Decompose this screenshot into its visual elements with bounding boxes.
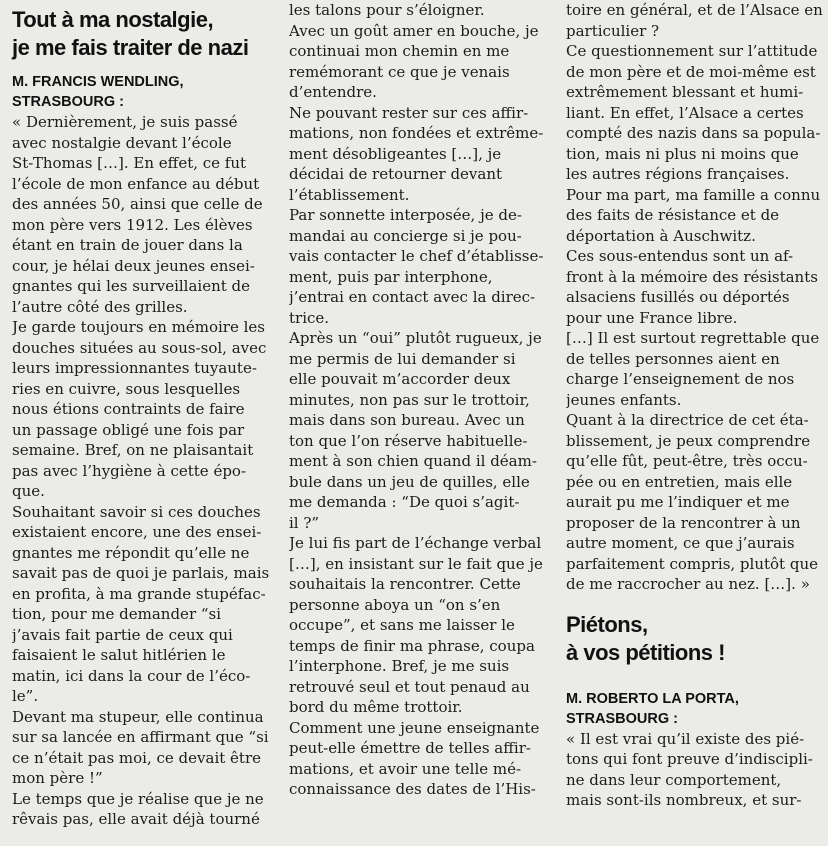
text-line: compté des nazis dans sa popula- — [566, 124, 821, 142]
article-author — [12, 72, 270, 112]
text-line: occupe”, et sans me laisser le — [289, 616, 515, 634]
text-line: Ne pouvant rester sur ces affir- — [289, 103, 529, 122]
column-1 — [12, 0, 270, 830]
text-line: déportation à Auschwitz. — [566, 226, 756, 245]
text-line: toire en général, et de l’Alsace en — [566, 1, 823, 19]
text-line: de mon père et de moi-même est — [566, 62, 816, 81]
text-line: Je lui fis part de l’échange verbal — [289, 534, 542, 552]
text-line: pée ou en entretien, mais elle — [566, 472, 793, 491]
text-line: mon père !” — [12, 769, 103, 787]
text-line: ne dans leur comportement, — [566, 770, 782, 789]
text-line: nous étions contraints de faire — [12, 400, 245, 418]
text-line: rêvais pas, elle avait déjà tourné — [12, 810, 260, 828]
text-line: temps de finir ma phrase, coupa — [289, 636, 535, 655]
text-line: mations, non fondées et extrême- — [289, 124, 544, 142]
text-line: cour, je hélai deux jeunes ensei- — [12, 256, 255, 275]
text-line: proposer de la rencontrer à un — [566, 513, 801, 532]
text-line: front à la mémoire des résistants — [566, 267, 818, 286]
text-line: faisaient le salut hitlérien le — [12, 646, 226, 664]
text-line: aurait pu me l’indiquer et me — [566, 493, 790, 511]
text-line: le”. — [12, 687, 39, 705]
text-line: de telles personnes aient en — [566, 349, 780, 368]
author-line: STRASBOURG : — [566, 710, 678, 727]
text-line: Je garde toujours en mémoire les — [12, 318, 265, 336]
text-line: « Il est vrai qu’il existe des pié- — [566, 729, 805, 748]
text-line: bord du même trottoir. — [289, 698, 463, 716]
article-body-part-1 — [12, 112, 270, 830]
text-line: extrêmement blessant et humi- — [566, 83, 804, 101]
text-line: existaient encore, une des ensei- — [12, 523, 262, 541]
text-line: trice. — [289, 308, 330, 327]
text-line: ment désobligeantes […], je — [289, 144, 502, 163]
text-line: peut-elle émettre de telles affir- — [289, 739, 531, 757]
text-line: Ces sous-entendus sont un af- — [566, 247, 794, 265]
second-article-title — [566, 611, 826, 669]
text-line: avec nostalgie devant l’école — [12, 133, 232, 152]
text-line: gnantes qui les surveillaient de — [12, 277, 251, 295]
text-line: continuai mon chemin en me — [289, 42, 510, 60]
text-line: me permis de lui demander si — [289, 349, 516, 368]
text-line: ce n’était pas moi, ce devait être — [12, 748, 262, 767]
text-line: décidai de retourner devant — [289, 165, 503, 183]
text-line: l’interphone. Bref, je me suis — [289, 657, 510, 675]
text-line: St-Thomas […]. En effet, ce fut — [12, 154, 247, 172]
text-line: Pour ma part, ma famille a connu — [566, 185, 821, 204]
text-line: l’école de mon enfance au début — [12, 174, 260, 193]
text-line: l’autre côté des grilles. — [12, 297, 188, 316]
text-line: d’entendre. — [289, 83, 377, 101]
text-line: les talons pour s’éloigner. — [289, 1, 485, 19]
column-2 — [289, 0, 551, 800]
text-line: ton que l’on réserve habituelle- — [289, 431, 528, 450]
text-line: pas avec l’hygiène à cette épo- — [12, 461, 247, 480]
text-line: étant en train de jouer dans la — [12, 236, 243, 254]
second-article-body — [566, 729, 826, 811]
author-line: M. FRANCIS WENDLING, — [12, 74, 184, 90]
text-line: Devant ma stupeur, elle continua — [12, 707, 264, 726]
text-line: liant. En effet, l’Alsace a certes — [566, 103, 804, 122]
text-line: il ?” — [289, 513, 320, 532]
second-article-author — [566, 689, 826, 729]
text-line: j’avais fait partie de ceux qui — [12, 625, 233, 644]
text-line: qu’elle fût, peut-être, très occu- — [566, 452, 808, 470]
text-line: pour une France libre. — [566, 308, 738, 327]
text-line: bule dans un jeu de quilles, elle — [289, 472, 530, 491]
text-line: leurs impressionnantes tuyaute- — [12, 359, 257, 377]
text-line: semaine. Bref, on ne plaisantait — [12, 441, 254, 459]
text-line: mais sont-ils nombreux, et sur- — [566, 791, 802, 809]
text-line: Comment une jeune enseignante — [289, 718, 540, 737]
text-line: charge l’enseignement de nos — [566, 370, 795, 388]
text-line: tion, pour me demander “si — [12, 605, 222, 623]
text-line: minutes, non pas sur le trottoir, — [289, 390, 530, 409]
article-title — [12, 0, 270, 64]
text-line: mandai au concierge si je pou- — [289, 226, 522, 245]
text-line: alsaciens fusillés ou déportés — [566, 288, 790, 306]
text-line: des faits de résistance et de — [566, 206, 780, 224]
title-line: à vos pétitions ! — [566, 639, 725, 665]
text-line: souhaitais la rencontrer. Cette — [289, 575, 521, 593]
text-line: Par sonnette interposée, je de- — [289, 206, 522, 224]
text-line: particulier ? — [566, 21, 660, 40]
text-line: blissement, je peux comprendre — [566, 431, 811, 450]
article-body-part-3 — [566, 0, 826, 595]
text-line: retrouvé seul et tout penaud au — [289, 677, 530, 696]
text-line: j’entrai en contact avec la direc- — [289, 288, 536, 306]
text-line: parfaitement compris, plutôt que — [566, 554, 818, 573]
text-line: jeunes enfants. — [566, 390, 682, 409]
text-line: que. — [12, 482, 45, 500]
title-line: Tout à ma nostalgie, — [12, 7, 214, 32]
text-line: l’établissement. — [289, 185, 410, 204]
text-line: vais contacter le chef d’établisse- — [289, 247, 544, 265]
text-line: savait pas de quoi je parlais, mais — [12, 564, 270, 582]
text-line: un passage obligé une fois par — [12, 420, 245, 439]
text-line: douches situées au sous-sol, avec — [12, 338, 267, 357]
text-line: […] Il est surtout regrettable que — [566, 329, 820, 347]
text-line: tion, mais ni plus ni moins que — [566, 144, 799, 163]
text-line: en profita, à ma grande stupéfac- — [12, 584, 266, 603]
text-line: Après un “oui” plutôt rugueux, je — [289, 329, 542, 347]
text-line: mais dans son bureau. Avec un — [289, 411, 525, 429]
title-line: je me fais traiter de nazi — [12, 35, 249, 60]
text-line: ment, puis par interphone, — [289, 267, 493, 286]
text-line: « Dernièrement, je suis passé — [12, 113, 238, 131]
text-line: […], en insistant sur le fait que je — [289, 554, 543, 573]
text-line: sur sa lancée en affirmant que “si — [12, 728, 269, 746]
text-line: ment à son chien quand il déam- — [289, 452, 537, 470]
text-line: les autres régions françaises. — [566, 165, 790, 183]
text-line: Quant à la directrice de cet éta- — [566, 411, 809, 429]
text-line: gnantes me répondit qu’elle ne — [12, 543, 250, 562]
text-line: ries en cuivre, sous lesquelles — [12, 379, 241, 398]
text-line: autre moment, ce que j’aurais — [566, 534, 795, 552]
text-line: Ce questionnement sur l’attitude — [566, 42, 818, 60]
article-body-part-2 — [289, 0, 551, 800]
text-line: remémorant ce que je venais — [289, 62, 510, 81]
text-line: Avec un goût amer en bouche, je — [289, 21, 539, 40]
text-line: Souhaitant savoir si ces douches — [12, 502, 261, 521]
text-line: Le temps que je réalise que je ne — [12, 789, 264, 808]
text-line: matin, ici dans la cour de l’éco- — [12, 666, 251, 685]
column-3 — [566, 0, 826, 811]
text-line: personne aboya un “on s’en — [289, 595, 501, 614]
text-line: mations, et avoir une telle mé- — [289, 759, 522, 778]
text-line: de me raccrocher au nez. […]. » — [566, 575, 810, 593]
author-line: STRASBOURG : — [12, 94, 124, 110]
text-line: connaissance des dates de l’His- — [289, 780, 536, 798]
text-line: des années 50, ainsi que celle de — [12, 195, 263, 213]
text-line: elle pouvait m’accorder deux — [289, 370, 511, 388]
title-line: Piétons, — [566, 611, 648, 637]
text-line: me demanda : “De quoi s’agit- — [289, 493, 520, 511]
text-line: mon père vers 1912. Les élèves — [12, 215, 253, 234]
author-line: M. ROBERTO LA PORTA, — [566, 690, 739, 707]
text-line: tons qui font preuve d’indiscipli- — [566, 750, 813, 768]
